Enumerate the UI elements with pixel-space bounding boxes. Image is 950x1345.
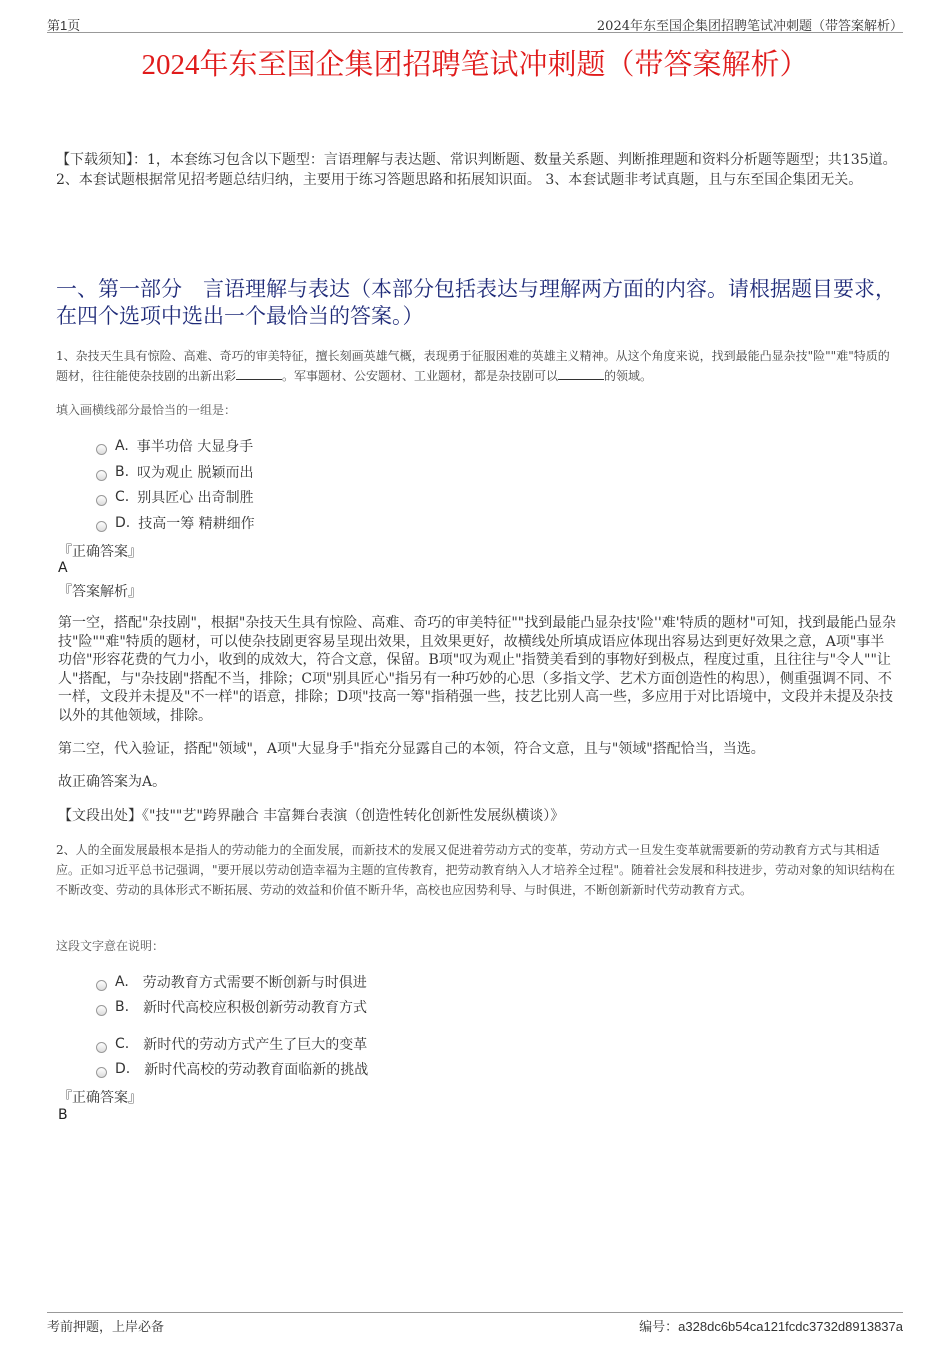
question-2-stem: 2、人的全面发展最根本是指人的劳动能力的全面发展，而新技术的发展又促进着劳动方式的变革，劳动方式一旦发生变革就需要新的劳动教育方式与其相适应。正如习近平总书记强调，"要开展以劳动创造幸福为主题的宣传教育，把劳动教育纳入人才培养全过程"。随着社会发展和科技进步，劳动对象的知识结构在不断改变、劳动的具体形式不断拓展、劳动的效益和价值不断升华，高校也应因势利导、与时俱进，不断创新新时代劳动教育方式。 [56, 843, 896, 897]
question-1-source: 【文段出处】《"技""艺"跨界融合 丰富舞台表演（创造性转化创新性发展纵横谈）》 [58, 808, 565, 824]
question-2-prompt: 这段文字意在说明： [56, 939, 165, 953]
question-1-stem [56, 346, 898, 386]
footer-slogan: 考前押题，上岸必备 [47, 1320, 165, 1335]
option-text: 事半功倍 大显身手 [136, 439, 254, 455]
download-notice: 【下载须知】：1，本套练习包含以下题型：言语理解与表达题、常识判断题、数量关系题、判断推理题和资料分析题等题型；共135道。2、本套试题根据常见招考题总结归纳，主要用于练习答题思路和拓展知识面。 3、本套试题非考试真题，且与东至国企集团无关。 [56, 152, 897, 188]
code-value: a328dc6b54ca121fcdc3732d8913837a [678, 1319, 903, 1334]
stem-text: 的领域。 [604, 369, 653, 383]
option-letter: A. [115, 438, 129, 454]
question-1-option-a[interactable] [96, 436, 253, 456]
option-text: 新时代高校的劳动教育面临新的挑战 [144, 1062, 369, 1078]
question-1-option-c[interactable] [96, 487, 254, 507]
radio-button[interactable] [96, 1005, 107, 1016]
header-doc-title: 2024年东至国企集团招聘笔试冲刺题（带答案解析） [596, 19, 903, 34]
question-2-option-b[interactable] [96, 997, 367, 1017]
radio-button[interactable] [96, 495, 107, 506]
radio-button[interactable] [96, 1067, 107, 1078]
footer-code [639, 1316, 903, 1335]
question-2-answer-label: 『正确答案』 [58, 1090, 142, 1106]
option-letter: C. [115, 489, 130, 505]
question-1-option-d[interactable] [96, 513, 255, 533]
option-letter: D. [115, 1061, 131, 1077]
page-header [47, 12, 903, 33]
code-label: 编号： [639, 1320, 679, 1335]
page-number: 第1页 [47, 18, 81, 33]
question-1-analysis-para-2: 第二空，代入验证，搭配"领域"，A项"大显身手"指充分显露自己的本领，符合文意，且与"领域"搭配恰当，当选。 [58, 741, 765, 757]
option-letter: B. [115, 999, 130, 1015]
radio-button[interactable] [96, 470, 107, 481]
question-1-prompt: 填入画横线部分最恰当的一组是： [56, 403, 237, 417]
question-1-analysis-para-1: 第一空，搭配"杂技剧"，根据"杂技天生具有惊险、高难、奇巧的审美特征""找到最能凸显杂技'险''难'特质的题材"可知，找到最能凸显杂技"险""难"特质的题材，可以使杂技剧更容易呈现出效果，且效果更好，故横线处所填成语应体现出容易达到更好效果之意，A项"事半功倍"形容花费的气力小，收到的成效大，符合文意，保留。B项"叹为观止"指赞美看到的事物好到极点，程度过重，且往往与"令人""让人"搭配，与"杂技剧"搭配不当，排除；C项"别具匠心"指另有一种巧妙的心思（多指文学、艺术方面创造性的构思），侧重强调不同、不一样，文段并未提及"不一样"的语意，排除；D项"技高一筹"指稍强一些，技艺比别人高一些，多应用于对比语境中，文段并未提及杂技以外的其他领域，排除。 [58, 615, 897, 724]
option-text: 劳动教育方式需要不断创新与时俱进 [142, 975, 367, 991]
document-title: 2024年东至国企集团招聘笔试冲刺题（带答案解析） [141, 49, 809, 81]
option-text: 技高一筹 精耕细作 [138, 516, 255, 532]
option-letter: D. [115, 515, 131, 531]
question-2-option-d[interactable] [96, 1059, 368, 1079]
radio-button[interactable] [96, 980, 107, 991]
option-letter: C. [115, 1036, 130, 1052]
stem-text: 1、杂技天生具有惊险、高难、奇巧的审美特征，擅长刻画英雄气概，表现勇于征服困难的英雄主义精神。从这个角度来说，找到最能凸显杂技"险""难"特质的题材，往往能使杂技剧的出新出彩 [56, 349, 890, 383]
option-text: 别具匠心 出奇制胜 [137, 490, 254, 506]
option-letter: B. [115, 464, 130, 480]
stem-text: 。军事题材、公安题材、工业题材，都是杂技剧可以 [282, 369, 559, 383]
page-footer [47, 1312, 903, 1333]
option-text: 新时代的劳动方式产生了巨大的变革 [143, 1037, 368, 1053]
option-text: 新时代高校应积极创新劳动教育方式 [143, 1000, 368, 1016]
section-title: 一、第一部分 言语理解与表达（本部分包括表达与理解两方面的内容。请根据题目要求，在四个选项中选出一个最恰当的答案。） [56, 277, 896, 328]
option-letter: A. [115, 974, 129, 990]
question-2-option-c[interactable] [96, 1034, 367, 1054]
question-2-option-a[interactable] [96, 972, 367, 992]
option-text: 叹为观止 脱颖而出 [137, 465, 254, 481]
question-1-answer-label: 『正确答案』 [58, 544, 142, 560]
question-1-option-b[interactable] [96, 462, 254, 482]
radio-button[interactable] [96, 521, 107, 532]
fill-blank-1 [236, 367, 282, 380]
question-1-analysis-label: 『答案解析』 [58, 584, 142, 600]
radio-button[interactable] [96, 1042, 107, 1053]
radio-button[interactable] [96, 444, 107, 455]
question-1-analysis-conclusion: 故正确答案为A。 [58, 774, 167, 790]
question-2-answer: B [58, 1107, 68, 1123]
question-1-answer: A [58, 560, 68, 576]
fill-blank-2 [558, 367, 604, 380]
